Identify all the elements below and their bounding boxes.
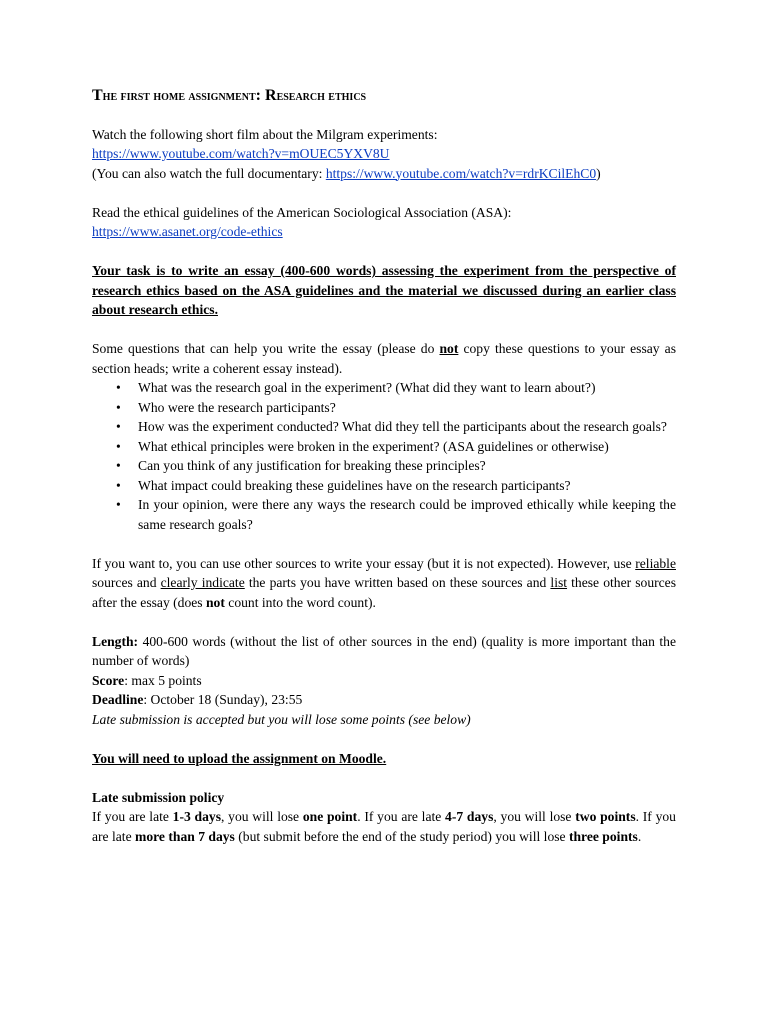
emphasis-list: list [550, 575, 568, 590]
deadline-label: Deadline [92, 692, 144, 707]
score-line [92, 671, 676, 691]
length-line [92, 632, 676, 671]
film-link-line [92, 144, 676, 164]
question-text: What was the research goal in the experiment? (What did they want to learn about?) [138, 380, 596, 395]
question-text: How was the experiment conducted? What did they tell the participants about the research goals? [138, 419, 667, 434]
list-item [116, 456, 676, 476]
bullet-icon: • [116, 380, 121, 395]
list-item [116, 476, 676, 496]
questions-intro [92, 339, 676, 378]
bullet-icon: • [116, 399, 121, 415]
late-policy-text: If you are late 1-3 days, you will lose one point. If you are late 4-7 days, you will lose two points. If you are late more than 7 days (but submit before the end of the study period) you will lose three points. [92, 809, 676, 844]
sources-paragraph: If you want to, you can use other sources to write your essay (but it is not expected). However, use reliable sources and clearly indicate the parts you have written based on these sources and list these other sources after the essay (does not count into the word count). [92, 555, 677, 610]
upload-instruction: You will need to upload the assignment on Moodle. [92, 750, 387, 766]
bullet-icon: • [116, 458, 121, 473]
length-value: 400-600 words (without the list of other sources in the end) (quality is more important than the number of words) [92, 633, 676, 668]
list-item [116, 495, 676, 534]
questions-intro-text-2: copy these questions to your essay as section heads; write a coherent essay instead). [92, 341, 677, 376]
guidelines-link[interactable]: https://www.asanet.org/code-ethics [92, 224, 283, 239]
question-text: Who were the research participants? [138, 399, 336, 415]
guidelines-link-line [92, 222, 676, 242]
question-text: Can you think of any justification for breaking these principles? [138, 458, 486, 473]
questions-list [92, 378, 676, 534]
list-item [116, 417, 676, 437]
watch-instruction: Watch the following short film about the Milgram experiments: [92, 126, 438, 142]
title-initial-1: T [92, 87, 103, 104]
document-title [92, 86, 676, 106]
bullet-icon: • [116, 497, 121, 512]
bullet-icon: • [116, 438, 121, 454]
emphasis-clearly-indicate: clearly indicate [160, 575, 245, 590]
film-link[interactable]: https://www.youtube.com/watch?v=mOUEC5YXV8U [92, 146, 390, 161]
list-item [116, 437, 676, 457]
late-note: Late submission is accepted but you will lose some points (see below) [92, 711, 471, 727]
title-colon: : [255, 87, 265, 104]
questions-intro-not: not [439, 341, 459, 356]
documentary-line [92, 164, 676, 184]
score-value: : max 5 points [124, 672, 202, 688]
title-part-2: esearch ethics [276, 88, 367, 103]
title-initial-2: R [265, 87, 277, 104]
question-text: In your opinion, were there any ways the research could be improved ethically while keeping the same research goals? [138, 497, 676, 532]
documentary-suffix: ) [596, 165, 601, 181]
list-item [116, 378, 676, 398]
task-statement: Your task is to write an essay (400-600 words) assessing the experiment from the perspective of research ethics based on the ASA guidelines and the material we discussed during an earlier class about research ethics. [92, 263, 676, 317]
emphasis-not: not [206, 594, 225, 610]
deadline-value: : October 18 (Sunday), 23:55 [143, 692, 303, 707]
bullet-icon: • [116, 419, 121, 434]
score-label: Score [92, 672, 125, 688]
bullet-icon: • [116, 477, 121, 493]
deadline-line [92, 690, 676, 710]
emphasis-reliable: reliable [635, 555, 676, 571]
list-item [116, 398, 676, 418]
guidelines-instruction: Read the ethical guidelines of the American Sociological Association (ASA): [92, 204, 512, 220]
documentary-link[interactable]: https://www.youtube.com/watch?v=rdrKCilEhC0 [325, 165, 597, 181]
question-text: What impact could breaking these guidelines have on the research participants? [138, 477, 571, 493]
documentary-prefix: (You can also watch the full documentary: [92, 165, 326, 181]
question-text: What ethical principles were broken in the experiment? (ASA guidelines or otherwise) [138, 438, 609, 454]
late-policy-heading: Late submission policy [92, 789, 225, 805]
length-label: Length: [92, 633, 139, 649]
questions-intro-text-1: Some questions that can help you write the essay (please do [92, 341, 440, 356]
title-part-1: he first home assignment [102, 88, 256, 103]
